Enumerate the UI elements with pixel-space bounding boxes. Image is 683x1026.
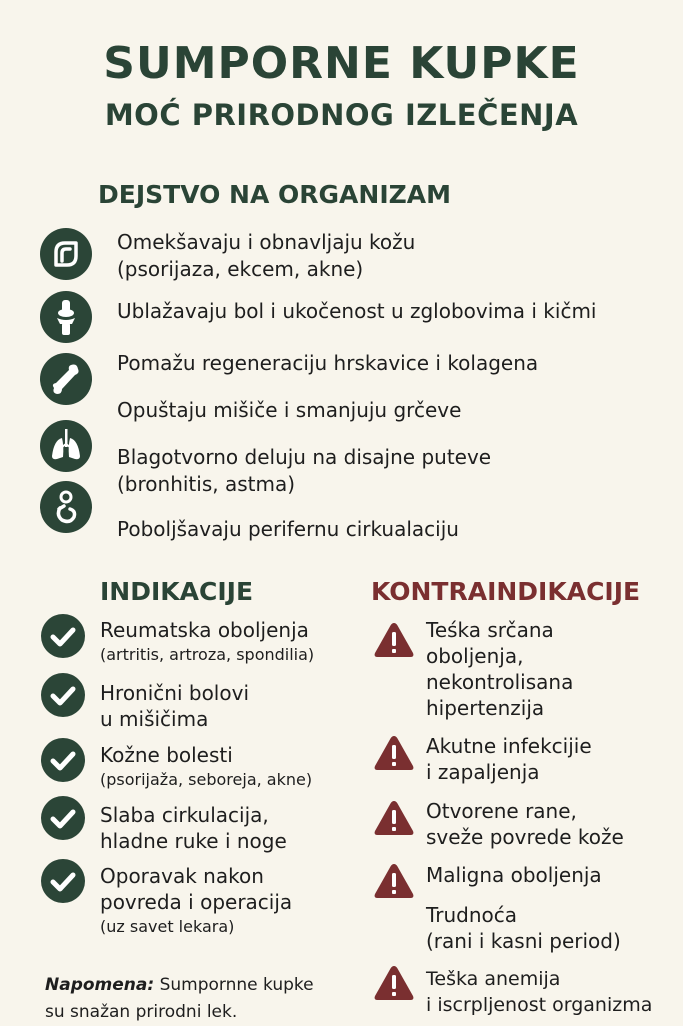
effects-heading: DEJSTVO NA ORGANIZAM [98,180,451,209]
page-subtitle: MOĆ PRIRODNOG IZLEČENJA [104,98,579,132]
contraindication-item: Otvorene rane, sveže povrede kože [426,799,624,849]
contraindication-item: Teśka srčana oboljenja, nekontrolisana hipertenzija [426,618,574,720]
contraindication-item: Akutne infekcijie i zapaljenja [426,734,592,784]
note-label: Napomena: [45,975,155,995]
warning-icon [372,798,416,838]
contraindication-item: Trudnoća (rani i kasni period) [426,903,621,953]
lungs-icon [40,420,92,472]
indication-item: Reumatska oboljenja (artritis, artroza, spondilia) [100,618,315,664]
contraindications-heading: KONTRAINDIKACIJE [371,577,641,606]
circulation-icon [40,481,92,533]
check-icon [41,738,85,782]
note-text-2: su snažan prirodni lek. [45,1002,238,1022]
effect-item: Omekšavaju i obnavljaju kožu (psorijaza, ekcem, akne) [117,230,416,281]
contraindication-item: Maligna oboljenja [426,863,602,887]
effect-item: Pomažu regeneraciju hrskavice i kolagena [117,351,539,375]
effect-item: Ublažavaju bol i ukočenost u zglobovima i kičmi [117,299,597,323]
effect-item: Blagotvorno deluju na disajne puteve (bronhitis, astma) [117,445,492,496]
check-icon [41,673,85,717]
footnote [45,972,314,1026]
indication-item: Kožne bolesti (psorijaža, seboreja, akne) [100,743,313,789]
bone-icon [40,353,92,405]
check-icon [41,796,85,840]
check-icon [41,614,85,658]
check-icon [41,859,85,903]
warning-icon [372,861,416,901]
indications-heading: INDIKACIJE [100,577,254,606]
indication-item: Slaba cirkulacija, hladne ruke i noge [100,803,287,853]
joint-icon [40,291,92,343]
warning-icon [372,963,416,1003]
effect-item: Opuštaju mišiče i smanjuju grčeve [117,398,462,422]
warning-icon [372,733,416,773]
indication-item: Hronični bolovi u mišičima [100,681,249,731]
skin-icon [40,228,92,280]
effect-item: Poboljšavaju perifernu cirkualaciju [117,517,459,541]
contraindication-item: Teška anemija i iscrpljenost organizma [426,968,653,1016]
warning-icon [372,620,416,660]
note-text: Sumpornne kupke [154,975,314,995]
indication-item: Oporavak nakon povreda i operacija (uz savet lekara) [100,864,293,936]
page-title: SUMPORNE KUPKE [103,38,580,89]
